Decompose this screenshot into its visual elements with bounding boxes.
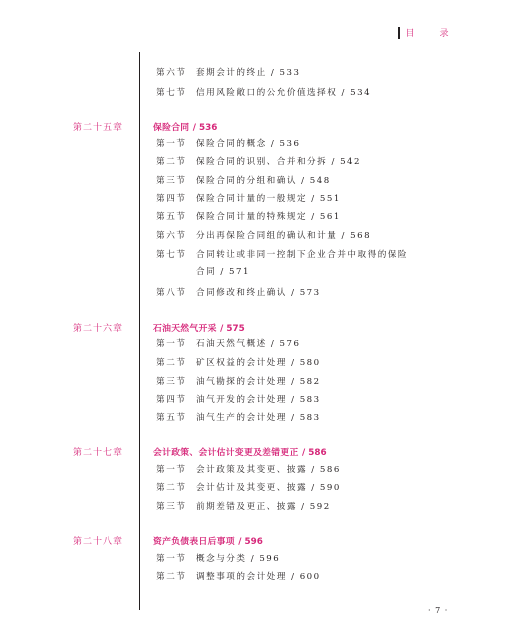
section-title: 前期差错及更正、披露 / 592 <box>196 502 331 512</box>
section-title: 油气开发的会计处理 / 583 <box>196 395 321 405</box>
section-label: 第二节 <box>156 483 187 493</box>
section-label: 第七节 <box>156 88 187 98</box>
section-title: 合同修改和终止确认 / 573 <box>196 288 321 298</box>
section-title: 会计估计及其变更、披露 / 590 <box>196 483 341 493</box>
section-label: 第四节 <box>156 194 187 204</box>
section-label: 第一节 <box>156 139 187 149</box>
section-label: 第一节 <box>156 554 187 564</box>
section-title: 油气生产的会计处理 / 583 <box>196 413 321 423</box>
section-title: 合同转让或非同一控制下企业合并中取得的保险 <box>196 250 408 260</box>
section-label: 第四节 <box>156 395 187 405</box>
section-title: 油气勘探的会计处理 / 582 <box>196 377 321 387</box>
chapter-title: 石油天然气开采 / 575 <box>153 324 245 334</box>
chapter-label: 第二十七章 <box>73 448 124 458</box>
section-label: 第六节 <box>156 231 187 241</box>
page-number: · 7 · <box>428 606 449 615</box>
section-title: 保险合同的分组和确认 / 548 <box>196 176 331 186</box>
section-label: 第三节 <box>156 377 187 387</box>
chapter-page: / 575 <box>220 324 245 334</box>
section-label: 第二节 <box>156 358 187 368</box>
section-title: 保险合同计量的一般规定 / 551 <box>196 194 341 204</box>
section-title: 调整事项的会计处理 / 600 <box>196 572 321 582</box>
section-label: 第六节 <box>156 68 187 78</box>
chapter-page: / 536 <box>192 123 218 133</box>
section-title: 信用风险敞口的公允价值选择权 / 534 <box>196 88 372 98</box>
section-label: 第八节 <box>156 288 187 298</box>
section-title: 合同 / 571 <box>196 267 250 277</box>
chapter-label: 第二十六章 <box>73 324 124 334</box>
section-title: 保险合同的识别、合并和分拆 / 542 <box>196 157 361 167</box>
section-title: 保险合同的概念 / 536 <box>196 139 301 149</box>
section-title: 套期会计的终止 / 533 <box>196 68 301 78</box>
section-title: 矿区权益的会计处理 / 580 <box>196 358 321 368</box>
section-title: 分出再保险合同组的确认和计量 / 568 <box>196 231 372 241</box>
section-label: 第七节 <box>156 250 187 260</box>
chapter-title: 资产负债表日后事项 / 596 <box>153 537 263 547</box>
chapter-page: / 596 <box>238 537 263 547</box>
section-title: 石油天然气概述 / 576 <box>196 339 301 349</box>
section-label: 第二节 <box>156 157 187 167</box>
header-title: 目 录 <box>405 29 457 39</box>
section-title: 保险合同计量的特殊规定 / 561 <box>196 212 341 222</box>
section-label: 第一节 <box>156 339 187 349</box>
section-label: 第一节 <box>156 465 187 475</box>
chapter-title: 会计政策、会计估计变更及差错更正 / 586 <box>153 448 327 458</box>
chapter-title: 保险合同 / 536 <box>153 123 218 133</box>
section-label: 第三节 <box>156 176 187 186</box>
section-label: 第五节 <box>156 212 187 222</box>
chapter-page: / 586 <box>301 448 327 458</box>
chapter-label: 第二十五章 <box>73 123 124 133</box>
section-title: 会计政策及其变更、披露 / 586 <box>196 465 341 475</box>
chapter-label: 第二十八章 <box>73 537 124 547</box>
header-bar <box>398 27 400 39</box>
section-title: 概念与分类 / 596 <box>196 554 281 564</box>
section-label: 第五节 <box>156 413 187 423</box>
section-label: 第二节 <box>156 572 187 582</box>
vertical-divider <box>139 52 140 610</box>
section-label: 第三节 <box>156 502 187 512</box>
running-header <box>398 26 457 39</box>
